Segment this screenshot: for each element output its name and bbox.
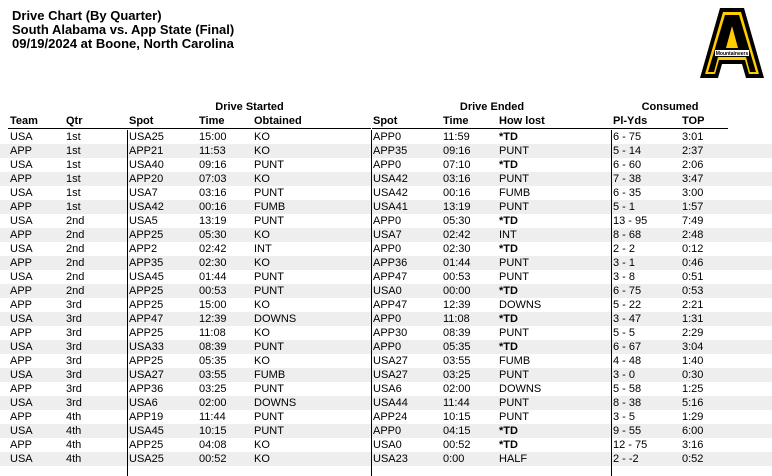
cell-time-end: 05:30 (443, 215, 471, 227)
table-row (0, 298, 772, 312)
cell-team: APP (10, 383, 33, 395)
cell-top: 1:57 (682, 201, 704, 213)
cell-team: USA (10, 453, 33, 465)
cell-top: 0:53 (682, 285, 704, 297)
cell-how-lost: PUNT (499, 369, 529, 381)
cell-top: 2:37 (682, 145, 704, 157)
cell-how-lost: *TD (499, 285, 518, 297)
cell-plays-yards: 5 - 1 (613, 201, 636, 213)
cell-spot-start: APP35 (129, 257, 164, 269)
cell-time-start: 04:08 (199, 439, 227, 451)
cell-obtained: KO (254, 355, 270, 367)
cell-plays-yards: 5 - 58 (613, 383, 642, 395)
cell-top: 0:30 (682, 369, 704, 381)
cell-qtr: 1st (66, 159, 81, 171)
cell-how-lost: HALF (499, 453, 528, 465)
cell-top: 2:29 (682, 327, 704, 339)
cell-time-end: 03:25 (443, 369, 471, 381)
cell-team: USA (10, 397, 33, 409)
cell-obtained: PUNT (254, 187, 284, 199)
cell-time-start: 03:25 (199, 383, 227, 395)
cell-spot-start: APP47 (129, 313, 164, 325)
cell-team: USA (10, 159, 33, 171)
table-row (0, 130, 772, 144)
table-row (0, 396, 772, 410)
cell-team: USA (10, 313, 33, 325)
cell-spot-end: APP47 (373, 299, 408, 311)
cell-plays-yards: 3 - 8 (613, 271, 636, 283)
cell-qtr: 4th (66, 439, 82, 451)
cell-spot-end: USA27 (373, 355, 408, 367)
cell-plays-yards: 5 - 22 (613, 299, 642, 311)
cell-team: APP (10, 355, 33, 367)
cell-time-start: 11:08 (199, 327, 226, 339)
cell-plays-yards: 8 - 68 (613, 229, 642, 241)
cell-qtr: 4th (66, 453, 82, 465)
cell-team: APP (10, 411, 33, 423)
cell-top: 2:06 (682, 159, 704, 171)
cell-qtr: 1st (66, 173, 81, 185)
cell-obtained: KO (254, 257, 270, 269)
cell-qtr: 2nd (66, 285, 85, 297)
cell-top: 1:40 (682, 355, 704, 367)
cell-qtr: 2nd (66, 271, 85, 283)
cell-how-lost: PUNT (499, 173, 529, 185)
header-underline-started (128, 128, 371, 129)
cell-time-start: 00:53 (199, 285, 227, 297)
cell-team: USA (10, 187, 33, 199)
cell-spot-start: APP25 (129, 439, 164, 451)
cell-plays-yards: 6 - 67 (613, 341, 642, 353)
cell-obtained: PUNT (254, 159, 284, 171)
cell-qtr: 1st (66, 187, 81, 199)
cell-top: 5:16 (682, 397, 704, 409)
cell-spot-end: USA42 (373, 173, 408, 185)
cell-time-end: 02:00 (443, 383, 471, 395)
cell-spot-start: USA5 (129, 215, 158, 227)
table-row (0, 228, 772, 242)
table-row (0, 452, 772, 466)
cell-plays-yards: 6 - 60 (613, 159, 642, 171)
cell-time-end: 11:59 (443, 131, 470, 143)
cell-obtained: PUNT (254, 411, 284, 423)
cell-plays-yards: 3 - 47 (613, 313, 642, 325)
cell-spot-end: USA0 (373, 285, 402, 297)
cell-time-start: 13:19 (199, 215, 227, 227)
cell-qtr: 3rd (66, 341, 82, 353)
cell-obtained: FUMB (254, 369, 286, 381)
cell-time-end: 02:30 (443, 243, 471, 255)
cell-time-start: 15:00 (199, 131, 227, 143)
cell-obtained: PUNT (254, 341, 284, 353)
cell-top: 7:49 (682, 215, 704, 227)
col-header-spot-end: Spot (373, 115, 398, 127)
table-row (0, 172, 772, 186)
cell-team: APP (10, 229, 33, 241)
cell-time-start: 09:16 (199, 159, 227, 171)
cell-how-lost: PUNT (499, 327, 529, 339)
table-row (0, 242, 772, 256)
cell-time-start: 03:16 (199, 187, 227, 199)
cell-spot-end: USA23 (373, 453, 408, 465)
cell-time-end: 11:44 (443, 397, 470, 409)
cell-obtained: KO (254, 439, 270, 451)
cell-time-start: 10:15 (199, 425, 227, 437)
cell-qtr: 4th (66, 411, 82, 423)
cell-time-end: 01:44 (443, 257, 471, 269)
cell-time-start: 11:44 (199, 411, 226, 423)
cell-qtr: 1st (66, 131, 81, 143)
cell-spot-end: APP24 (373, 411, 408, 423)
cell-qtr: 4th (66, 425, 82, 437)
header-underline-consumed (612, 128, 728, 129)
cell-how-lost: PUNT (499, 411, 529, 423)
cell-time-end: 11:08 (443, 313, 470, 325)
col-header-spot-start: Spot (129, 115, 154, 127)
cell-spot-end: APP0 (373, 131, 402, 143)
cell-top: 3:47 (682, 173, 704, 185)
cell-spot-end: USA41 (373, 201, 408, 213)
col-header-time-start: Time (199, 115, 225, 127)
cell-spot-start: USA45 (129, 425, 164, 437)
cell-spot-start: APP25 (129, 229, 164, 241)
col-header-obtained: Obtained (254, 115, 302, 127)
table-row (0, 270, 772, 284)
cell-team: USA (10, 341, 33, 353)
cell-obtained: PUNT (254, 215, 284, 227)
cell-team: USA (10, 369, 33, 381)
cell-spot-start: APP25 (129, 327, 164, 339)
header-underline-team (8, 128, 128, 129)
cell-obtained: PUNT (254, 285, 284, 297)
report-title-line-3: 09/19/2024 at Boone, North Carolina (12, 36, 234, 51)
cell-how-lost: DOWNS (499, 383, 542, 395)
table-row (0, 144, 772, 158)
cell-plays-yards: 3 - 1 (613, 257, 636, 269)
cell-obtained: PUNT (254, 271, 284, 283)
cell-plays-yards: 6 - 35 (613, 187, 642, 199)
cell-plays-yards: 4 - 48 (613, 355, 642, 367)
cell-plays-yards: 6 - 75 (613, 131, 642, 143)
cell-qtr: 3rd (66, 369, 82, 381)
table-row (0, 438, 772, 452)
col-header-time-end: Time (443, 115, 469, 127)
cell-how-lost: PUNT (499, 145, 529, 157)
cell-top: 1:25 (682, 383, 704, 395)
cell-time-end: 03:16 (443, 173, 471, 185)
cell-obtained: KO (254, 229, 270, 241)
cell-spot-end: USA44 (373, 397, 408, 409)
cell-spot-end: APP0 (373, 243, 402, 255)
cell-time-start: 05:30 (199, 229, 227, 241)
cell-spot-start: APP19 (129, 411, 164, 423)
cell-time-end: 02:42 (443, 229, 471, 241)
cell-team: USA (10, 271, 33, 283)
cell-spot-start: USA45 (129, 271, 164, 283)
cell-obtained: FUMB (254, 201, 286, 213)
cell-spot-start: APP25 (129, 299, 164, 311)
cell-team: APP (10, 201, 33, 213)
cell-how-lost: *TD (499, 425, 518, 437)
app-state-logo (698, 6, 766, 82)
cell-top: 0:46 (682, 257, 704, 269)
cell-spot-start: USA25 (129, 131, 164, 143)
cell-spot-start: APP2 (129, 243, 158, 255)
cell-time-end: 0:00 (443, 453, 465, 465)
cell-time-end: 03:55 (443, 355, 471, 367)
cell-qtr: 1st (66, 201, 81, 213)
col-header-qtr: Qtr (66, 115, 83, 127)
cell-plays-yards: 7 - 38 (613, 173, 642, 185)
cell-team: APP (10, 299, 33, 311)
cell-top: 3:01 (682, 131, 704, 143)
col-header-how-lost: How lost (499, 115, 545, 127)
cell-spot-start: APP25 (129, 285, 164, 297)
cell-obtained: PUNT (254, 425, 284, 437)
cell-spot-end: APP0 (373, 159, 402, 171)
cell-qtr: 3rd (66, 313, 82, 325)
cell-time-start: 02:00 (199, 397, 227, 409)
group-drive-ended: Drive Ended (459, 101, 525, 113)
header-underline-ended (372, 128, 612, 129)
cell-plays-yards: 2 - 2 (613, 243, 636, 255)
cell-time-end: 00:16 (443, 187, 471, 199)
logo-wordmark: Mountaineers (715, 51, 749, 57)
cell-plays-yards: 5 - 14 (613, 145, 642, 157)
cell-plays-yards: 12 - 75 (613, 439, 648, 451)
table-row (0, 326, 772, 340)
cell-plays-yards: 3 - 5 (613, 411, 636, 423)
divider-ended (371, 130, 372, 476)
cell-spot-end: USA27 (373, 369, 408, 381)
cell-top: 6:00 (682, 425, 704, 437)
cell-obtained: PUNT (254, 383, 284, 395)
cell-qtr: 3rd (66, 355, 82, 367)
cell-obtained: KO (254, 173, 270, 185)
cell-qtr: 2nd (66, 215, 85, 227)
cell-qtr: 3rd (66, 383, 82, 395)
cell-spot-end: USA6 (373, 383, 402, 395)
cell-top: 2:48 (682, 229, 704, 241)
cell-spot-start: USA40 (129, 159, 164, 171)
cell-obtained: KO (254, 145, 270, 157)
cell-obtained: KO (254, 131, 270, 143)
cell-time-end: 13:19 (443, 201, 471, 213)
cell-spot-start: USA7 (129, 187, 158, 199)
cell-time-end: 00:52 (443, 439, 471, 451)
cell-spot-start: USA42 (129, 201, 164, 213)
cell-time-start: 15:00 (199, 299, 227, 311)
table-row (0, 340, 772, 354)
cell-time-end: 10:15 (443, 411, 471, 423)
cell-spot-end: APP35 (373, 145, 408, 157)
cell-how-lost: *TD (499, 131, 518, 143)
cell-how-lost: PUNT (499, 257, 529, 269)
cell-time-end: 05:35 (443, 341, 471, 353)
cell-top: 3:00 (682, 187, 704, 199)
cell-top: 1:31 (682, 313, 704, 325)
cell-obtained: KO (254, 299, 270, 311)
cell-time-start: 12:39 (199, 313, 227, 325)
table-row (0, 410, 772, 424)
cell-qtr: 2nd (66, 229, 85, 241)
cell-team: APP (10, 257, 33, 269)
cell-qtr: 1st (66, 145, 81, 157)
cell-time-start: 02:30 (199, 257, 227, 269)
col-header-team: Team (10, 115, 38, 127)
cell-team: USA (10, 243, 33, 255)
cell-team: APP (10, 327, 33, 339)
cell-team: APP (10, 145, 33, 157)
cell-obtained: INT (254, 243, 272, 255)
cell-time-end: 00:00 (443, 285, 471, 297)
cell-plays-yards: 5 - 5 (613, 327, 636, 339)
table-row (0, 214, 772, 228)
cell-qtr: 2nd (66, 243, 85, 255)
cell-spot-end: APP47 (373, 271, 408, 283)
cell-how-lost: PUNT (499, 201, 529, 213)
cell-top: 3:04 (682, 341, 704, 353)
cell-how-lost: *TD (499, 341, 518, 353)
table-row (0, 284, 772, 298)
cell-spot-end: APP0 (373, 313, 402, 325)
cell-how-lost: *TD (499, 439, 518, 451)
cell-time-end: 12:39 (443, 299, 471, 311)
group-drive-started: Drive Started (215, 101, 284, 113)
group-consumed: Consumed (641, 101, 699, 113)
cell-spot-start: APP20 (129, 173, 164, 185)
cell-spot-start: APP21 (129, 145, 164, 157)
cell-top: 1:29 (682, 411, 704, 423)
cell-time-end: 00:53 (443, 271, 471, 283)
cell-qtr: 2nd (66, 257, 85, 269)
cell-team: APP (10, 439, 33, 451)
cell-time-end: 07:10 (443, 159, 471, 171)
cell-qtr: 3rd (66, 327, 82, 339)
cell-top: 0:52 (682, 453, 704, 465)
table-row (0, 424, 772, 438)
cell-team: USA (10, 425, 33, 437)
cell-how-lost: *TD (499, 215, 518, 227)
cell-top: 0:12 (682, 243, 704, 255)
table-row (0, 256, 772, 270)
cell-plays-yards: 13 - 95 (613, 215, 648, 227)
cell-how-lost: FUMB (499, 355, 531, 367)
cell-top: 2:21 (682, 299, 704, 311)
cell-spot-start: APP36 (129, 383, 164, 395)
table-row (0, 354, 772, 368)
cell-time-start: 08:39 (199, 341, 227, 353)
cell-spot-end: APP30 (373, 327, 408, 339)
cell-spot-start: USA33 (129, 341, 164, 353)
cell-plays-yards: 6 - 75 (613, 285, 642, 297)
cell-how-lost: *TD (499, 243, 518, 255)
cell-time-start: 05:35 (199, 355, 227, 367)
table-row (0, 186, 772, 200)
cell-time-start: 00:16 (199, 201, 227, 213)
cell-qtr: 3rd (66, 397, 82, 409)
table-row (0, 200, 772, 214)
cell-how-lost: PUNT (499, 271, 529, 283)
cell-plays-yards: 3 - 0 (613, 369, 636, 381)
cell-spot-end: USA0 (373, 439, 402, 451)
cell-how-lost: *TD (499, 313, 518, 325)
divider-started (127, 130, 128, 476)
cell-obtained: DOWNS (254, 397, 297, 409)
divider-consumed (611, 130, 612, 476)
cell-obtained: KO (254, 453, 270, 465)
cell-time-end: 04:15 (443, 425, 471, 437)
cell-team: USA (10, 131, 33, 143)
cell-team: USA (10, 215, 33, 227)
cell-top: 0:51 (682, 271, 704, 283)
cell-spot-start: APP25 (129, 355, 164, 367)
report-title (12, 9, 234, 51)
cell-qtr: 3rd (66, 299, 82, 311)
cell-spot-end: APP0 (373, 215, 402, 227)
cell-spot-start: USA25 (129, 453, 164, 465)
table-row (0, 158, 772, 172)
cell-time-start: 01:44 (199, 271, 227, 283)
cell-obtained: KO (254, 327, 270, 339)
report-title-line-2: South Alabama vs. App State (Final) (12, 22, 235, 37)
cell-spot-end: APP0 (373, 425, 402, 437)
cell-how-lost: *TD (499, 159, 518, 171)
table-row (0, 368, 772, 382)
cell-how-lost: PUNT (499, 397, 529, 409)
cell-team: APP (10, 285, 33, 297)
cell-spot-end: APP0 (373, 341, 402, 353)
cell-team: APP (10, 173, 33, 185)
cell-how-lost: DOWNS (499, 299, 542, 311)
cell-time-start: 00:52 (199, 453, 227, 465)
cell-time-end: 09:16 (443, 145, 471, 157)
cell-spot-end: USA7 (373, 229, 402, 241)
cell-time-start: 03:55 (199, 369, 227, 381)
table-row (0, 312, 772, 326)
cell-time-start: 02:42 (199, 243, 227, 255)
cell-spot-start: USA6 (129, 397, 158, 409)
cell-spot-end: USA42 (373, 187, 408, 199)
cell-top: 3:16 (682, 439, 704, 451)
cell-plays-yards: 9 - 55 (613, 425, 642, 437)
cell-obtained: DOWNS (254, 313, 297, 325)
cell-how-lost: INT (499, 229, 517, 241)
cell-time-start: 11:53 (199, 145, 226, 157)
col-header-top: TOP (682, 115, 705, 127)
cell-how-lost: FUMB (499, 187, 531, 199)
table-row (0, 382, 772, 396)
cell-time-start: 07:03 (199, 173, 227, 185)
cell-time-end: 08:39 (443, 327, 471, 339)
cell-spot-end: APP36 (373, 257, 408, 269)
cell-spot-start: USA27 (129, 369, 164, 381)
report-title-line-1: Drive Chart (By Quarter) (12, 8, 162, 23)
col-header-plays-yards: Pl-Yds (613, 115, 648, 127)
cell-plays-yards: 2 - -2 (613, 453, 639, 465)
cell-plays-yards: 8 - 38 (613, 397, 642, 409)
